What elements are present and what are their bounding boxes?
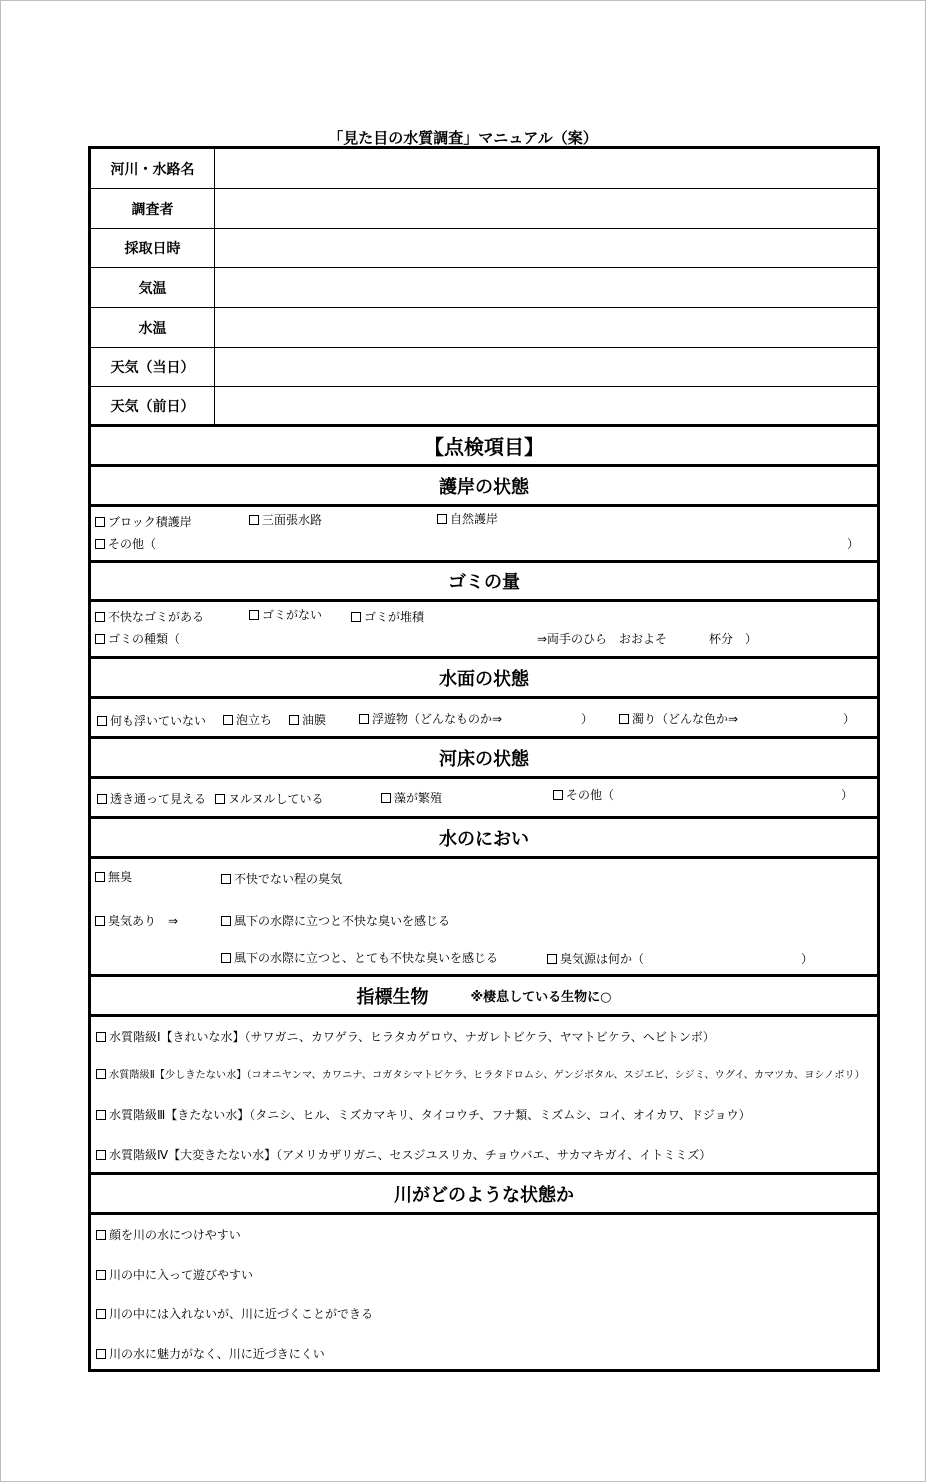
checkbox[interactable] xyxy=(97,716,107,726)
checkbox[interactable] xyxy=(96,1150,106,1160)
checkbox[interactable] xyxy=(223,715,233,725)
option-natural-bank[interactable]: 自然護岸 xyxy=(437,512,498,526)
info-row-river-name xyxy=(91,149,877,189)
option-has-odor[interactable]: 臭気あり ⇒ xyxy=(95,914,178,928)
section-surface-header: 水面の状態 xyxy=(91,659,877,699)
trash-amount-label: ⇒両手のひら おおよそ xyxy=(537,632,668,646)
checkbox[interactable] xyxy=(96,1270,106,1280)
inspection-title: 【点検項目】 xyxy=(91,427,877,467)
option-trash-accumulated[interactable]: ゴミが堆積 xyxy=(351,610,424,624)
option-three-sided-channel[interactable]: 三面張水路 xyxy=(249,513,322,527)
checkbox[interactable] xyxy=(95,539,105,549)
section-river-state-header: 川がどのような状態か xyxy=(91,1175,877,1215)
section-trash-options xyxy=(91,602,877,659)
option-block-bank[interactable]: ブロック積護岸 xyxy=(95,515,192,529)
section-bank-options xyxy=(91,507,877,563)
section-bio-options xyxy=(91,1017,877,1175)
option-unpleasant-trash[interactable]: 不快なゴミがある xyxy=(95,610,204,624)
option-nothing-floating[interactable]: 何も浮いていない xyxy=(97,714,206,728)
option-water-class-2[interactable]: 水質階級Ⅱ【少しきたない水】（コオニヤンマ、カワニナ、コガタシマトビケラ、ヒラタドロムシ、ゲンジボタル、スジエビ、シジミ、ウグイ、カマツカ、ヨシノボリ） xyxy=(96,1069,865,1083)
checkbox[interactable] xyxy=(215,794,225,804)
option-trash-type[interactable]: ゴミの種類（ xyxy=(95,632,180,646)
option-no-trash[interactable]: ゴミがない xyxy=(249,608,322,622)
info-row-water-temp xyxy=(91,308,877,348)
section-smell-header: 水のにおい xyxy=(91,819,877,859)
option-easy-to-play[interactable]: 川の中に入って遊びやすい xyxy=(96,1268,253,1282)
option-foaming[interactable]: 泡立ち xyxy=(223,713,272,727)
checkbox[interactable] xyxy=(351,612,361,622)
info-row-sampling-datetime xyxy=(91,229,877,268)
section-riverbed-options xyxy=(91,779,877,819)
option-algae[interactable]: 藻が繁殖 xyxy=(381,791,442,805)
section-trash-header: ゴミの量 xyxy=(91,563,877,602)
info-label: 気温 xyxy=(91,268,215,307)
section-surface-options xyxy=(91,699,877,739)
checkbox[interactable] xyxy=(96,1032,106,1042)
info-row-weather-previous xyxy=(91,387,877,427)
option-clear-visible[interactable]: 透き通って見える xyxy=(97,792,206,806)
checkbox[interactable] xyxy=(96,1349,106,1359)
trash-cups-label: 杯分 ） xyxy=(709,632,758,646)
checkbox[interactable] xyxy=(221,874,231,884)
checkbox[interactable] xyxy=(437,514,447,524)
bio-note: ※棲息している生物に○ xyxy=(470,990,612,1005)
info-label: 採取日時 xyxy=(91,229,215,267)
checkbox[interactable] xyxy=(95,517,105,527)
checkbox[interactable] xyxy=(96,1069,106,1079)
option-bank-other[interactable]: その他（ xyxy=(95,537,156,551)
option-floating-matter[interactable]: 浮遊物（どんなものか⇒ xyxy=(359,712,502,726)
checkbox[interactable] xyxy=(95,612,105,622)
option-water-class-1[interactable]: 水質階級Ⅰ【きれいな水】（サワガニ、カワゲラ、ヒラタカゲロウ、ナガレトビケラ、ヤマトビケラ、ヘビトンボ） xyxy=(96,1030,715,1044)
info-row-surveyor xyxy=(91,189,877,229)
option-slimy[interactable]: ヌルヌルしている xyxy=(215,792,324,806)
checkbox[interactable] xyxy=(96,1309,106,1319)
checkbox[interactable] xyxy=(95,916,105,926)
checkbox[interactable] xyxy=(97,794,107,804)
checkbox[interactable] xyxy=(95,634,105,644)
option-water-class-4[interactable]: 水質階級Ⅳ【大変きたない水】（アメリカザリガニ、セスジユスリカ、チョウバエ、サカマキガイ、イトミミズ） xyxy=(96,1148,711,1162)
option-oil-film[interactable]: 油膜 xyxy=(289,713,326,727)
info-label: 調査者 xyxy=(91,189,215,228)
section-smell-options xyxy=(91,859,877,977)
checkbox[interactable] xyxy=(381,793,391,803)
close-paren: ） xyxy=(801,952,814,966)
checkbox[interactable] xyxy=(95,872,105,882)
option-mild-odor[interactable]: 不快でない程の臭気 xyxy=(221,872,342,886)
option-riverbed-other[interactable]: その他（ xyxy=(553,788,614,802)
info-row-air-temp xyxy=(91,268,877,308)
section-river-state-options xyxy=(91,1215,877,1369)
info-label: 天気（当日） xyxy=(91,348,215,386)
close-paren: ） xyxy=(847,537,860,551)
option-unpleasant-odor[interactable]: 風下の水際に立つと不快な臭いを感じる xyxy=(221,914,450,928)
checkbox[interactable] xyxy=(249,515,259,525)
checkbox[interactable] xyxy=(221,916,231,926)
info-label: 河川・水路名 xyxy=(91,149,215,188)
checkbox[interactable] xyxy=(96,1230,106,1240)
option-hard-to-approach[interactable]: 川の水に魅力がなく、川に近づきにくい xyxy=(96,1347,325,1361)
close-paren: ） xyxy=(841,788,854,802)
checkbox[interactable] xyxy=(96,1110,106,1120)
checkbox[interactable] xyxy=(619,714,629,724)
section-bio-header xyxy=(91,977,877,1017)
close-paren: ） xyxy=(581,712,594,726)
info-label: 天気（前日） xyxy=(91,387,215,424)
option-odor-source[interactable]: 臭気源は何か（ xyxy=(547,952,644,966)
info-row-weather-today xyxy=(91,348,877,387)
info-label: 水温 xyxy=(91,308,215,347)
checkbox[interactable] xyxy=(289,715,299,725)
checkbox[interactable] xyxy=(221,953,231,963)
checkbox[interactable] xyxy=(547,954,557,964)
option-face-in-water[interactable]: 顔を川の水につけやすい xyxy=(96,1228,241,1242)
checkbox[interactable] xyxy=(359,714,369,724)
bio-title: 指標生物 xyxy=(356,986,429,1008)
checkbox[interactable] xyxy=(249,610,259,620)
option-turbidity[interactable]: 濁り（どんな色か⇒ xyxy=(619,712,738,726)
section-riverbed-header: 河床の状態 xyxy=(91,739,877,779)
option-water-class-3[interactable]: 水質階級Ⅲ【きたない水】（タニシ、ヒル、ミズカマキリ、タイコウチ、フナ類、ミズムシ、コイ、オイカワ、ドジョウ） xyxy=(96,1108,751,1122)
close-paren: ） xyxy=(843,712,856,726)
survey-form xyxy=(88,146,880,1372)
option-very-unpleasant-odor[interactable]: 風下の水際に立つと、とても不快な臭いを感じる xyxy=(221,951,498,965)
option-can-approach[interactable]: 川の中には入れないが、川に近づくことができる xyxy=(96,1307,373,1321)
option-odorless[interactable]: 無臭 xyxy=(95,870,132,884)
document-title: 「見た目の水質調査」マニュアル（案） xyxy=(328,129,598,147)
section-bank-header: 護岸の状態 xyxy=(91,467,877,507)
checkbox[interactable] xyxy=(553,790,563,800)
